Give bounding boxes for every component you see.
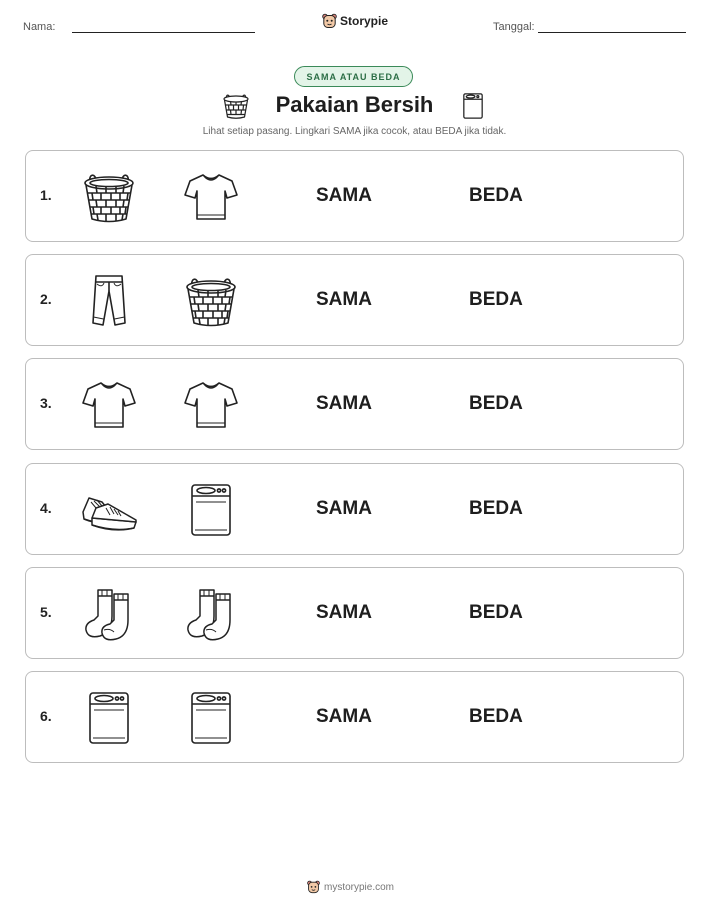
left-picture: [80, 482, 138, 538]
name-label: Nama:: [23, 21, 56, 33]
right-picture: [182, 482, 240, 538]
sama-option[interactable]: SAMA: [316, 602, 372, 623]
date-line[interactable]: [538, 32, 686, 33]
beda-option[interactable]: BEDA: [469, 393, 523, 414]
left-picture: [80, 273, 138, 329]
footer: [307, 880, 394, 894]
socks-icon: [182, 586, 240, 642]
sama-option[interactable]: SAMA: [316, 393, 372, 414]
socks-icon: [80, 586, 138, 642]
beda-option[interactable]: BEDA: [469, 185, 523, 206]
right-picture: [182, 169, 240, 225]
basket-icon: [182, 273, 240, 329]
question-row: [25, 254, 684, 346]
question-number: 5.: [40, 604, 52, 620]
washing-machine-icon: [182, 482, 240, 538]
pants-icon: [80, 273, 138, 329]
left-picture: [80, 586, 138, 642]
name-line[interactable]: [72, 32, 255, 33]
sama-option[interactable]: SAMA: [316, 289, 372, 310]
right-picture: [182, 377, 240, 433]
sama-option[interactable]: SAMA: [316, 706, 372, 727]
page-title: Pakaian Bersih: [275, 92, 434, 117]
question-row: [25, 358, 684, 450]
question-row: [25, 150, 684, 242]
brand-name: Storypie: [340, 14, 389, 28]
sneakers-icon: [80, 482, 138, 538]
left-picture: [80, 377, 138, 433]
question-number: 1.: [40, 187, 52, 203]
question-row: [25, 463, 684, 555]
question-number: 3.: [40, 395, 52, 411]
footer-url[interactable]: mystorypie.com: [324, 881, 395, 893]
basket-icon: [80, 169, 138, 225]
beda-option[interactable]: BEDA: [469, 706, 523, 727]
title-washing-machine-icon: [459, 92, 487, 125]
right-picture: [182, 690, 240, 746]
storypie-logo: [322, 13, 388, 29]
question-row: [25, 671, 684, 763]
beda-option[interactable]: BEDA: [469, 289, 523, 310]
right-picture: [182, 586, 240, 642]
beda-option[interactable]: BEDA: [469, 602, 523, 623]
question-row: [25, 567, 684, 659]
question-number: 2.: [40, 291, 52, 307]
left-picture: [80, 690, 138, 746]
question-number: 4.: [40, 500, 52, 516]
sama-option[interactable]: SAMA: [316, 498, 372, 519]
date-label: Tanggal:: [493, 21, 535, 33]
sama-option[interactable]: SAMA: [316, 185, 372, 206]
washing-machine-icon: [182, 690, 240, 746]
beda-option[interactable]: BEDA: [469, 498, 523, 519]
instructions: Lihat setiap pasang. Lingkari SAMA jika cocok, atau BEDA jika tidak.: [202, 126, 507, 137]
left-picture: [80, 169, 138, 225]
activity-badge: SAMA ATAU BEDA: [294, 66, 413, 87]
storypie-mascot-icon: [307, 880, 320, 894]
washing-machine-icon: [80, 690, 138, 746]
storypie-mascot-icon: [322, 13, 337, 29]
tshirt-icon: [182, 169, 240, 225]
tshirt-icon: [80, 377, 138, 433]
right-picture: [182, 273, 240, 329]
tshirt-icon: [182, 377, 240, 433]
question-number: 6.: [40, 708, 52, 724]
